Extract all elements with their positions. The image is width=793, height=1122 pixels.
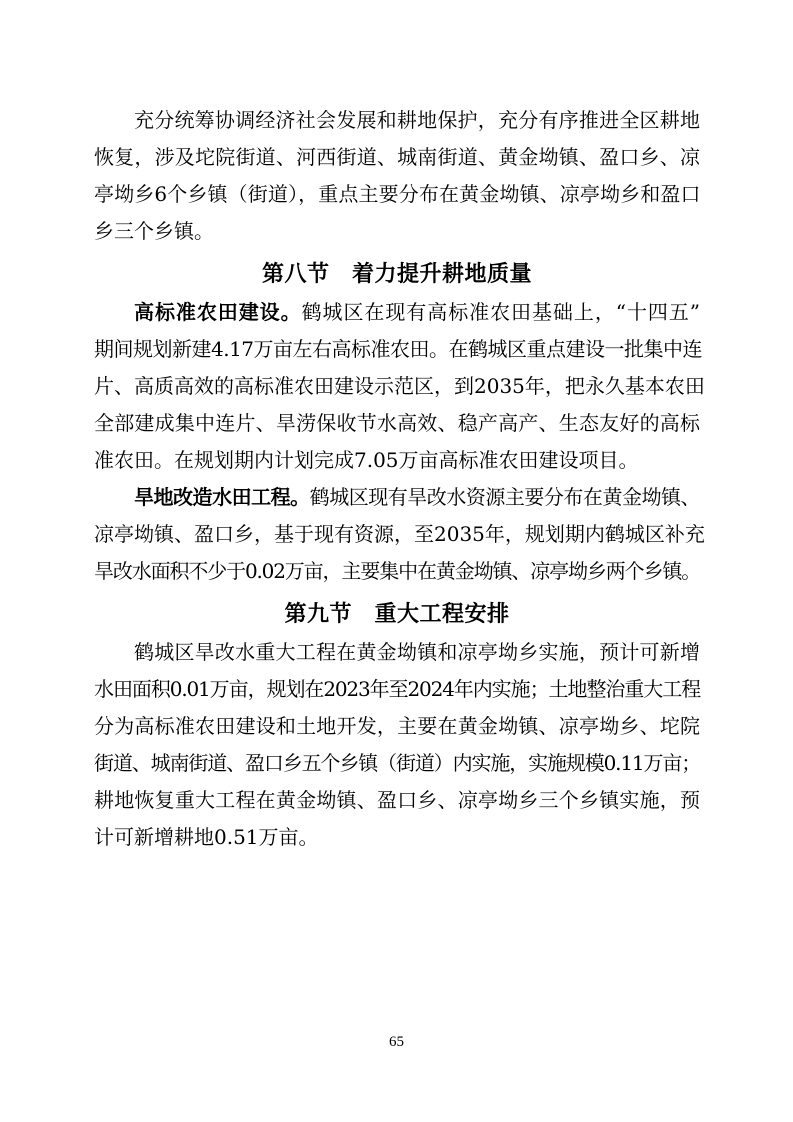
text-line (94, 479, 700, 516)
text-line (94, 294, 700, 331)
text-line: 片、高质高效的高标准农田建设示范区，到2035年，把永久基本农田 (94, 374, 705, 398)
page-content (94, 102, 705, 856)
text-line: 乡三个乡镇。 (94, 219, 214, 243)
text-line: 分为高标准农田建设和土地开发，主要在黄金坳镇、凉亭坳乡、坨院 (94, 714, 700, 738)
page-number: 65 (389, 1034, 404, 1050)
section-heading-9: 第九节 重大工程安排 (284, 601, 510, 626)
text-line: 鹤城区旱改水重大工程在黄金坳镇和凉亭坳乡实施，预计可新增 (134, 640, 700, 664)
text-line: 准农田。在规划期内计划完成7.05万亩高标准农田建设项目。 (94, 448, 639, 472)
text-line: 计可新增耕地0.51万亩。 (94, 825, 319, 849)
text-line: 水田面积0.01万亩，规划在2023年至2024年内实施；土地整治重大工程 (94, 677, 700, 701)
text-line: 凉亭坳镇、盈口乡，基于现有资源，至2035年，规划期内鹤城区补充 (94, 522, 705, 546)
paragraph-paddy (94, 479, 705, 590)
paragraph-projects (94, 634, 700, 856)
paragraph-lead: 旱地改造水田工程。 (134, 485, 310, 509)
text-line: 耕地恢复重大工程在黄金坳镇、盈口乡、凉亭坳乡三个乡镇实施，预 (94, 788, 700, 812)
text-run: 鹤城区在现有高标准农田基础上，“十四五” (301, 300, 701, 324)
text-line: 期间规划新建4.17万亩左右高标准农田。在鹤城区重点建设一批集中连 (94, 337, 703, 361)
paragraph-lead: 高标准农田建设。 (134, 300, 302, 324)
section-heading-8: 第八节 着力提升耕地质量 (261, 261, 532, 286)
paragraph-farmland (94, 294, 705, 479)
text-line: 充分统筹协调经济社会发展和耕地保护，充分有序推进全区耕地 (134, 108, 700, 132)
text-line: 全部建成集中连片、旱涝保收节水高效、稳产高产、生态友好的高标 (94, 411, 700, 435)
text-line: 恢复，涉及坨院街道、河西街道、城南街道、黄金坳镇、盈口乡、凉 (94, 145, 700, 169)
text-line: 街道、城南街道、盈口乡五个乡镇（街道）内实施，实施规模0.11万亩； (94, 751, 700, 775)
paragraph-intro (94, 102, 700, 250)
text-line: 旱改水面积不少于0.02万亩，主要集中在黄金坳镇、凉亭坳乡两个乡镇。 (94, 559, 700, 583)
text-line: 亭坳乡6个乡镇（街道），重点主要分布在黄金坳镇、凉亭坳乡和盈口 (94, 182, 700, 206)
text-run: 鹤城区现有旱改水资源主要分布在黄金坳镇、 (309, 485, 701, 509)
